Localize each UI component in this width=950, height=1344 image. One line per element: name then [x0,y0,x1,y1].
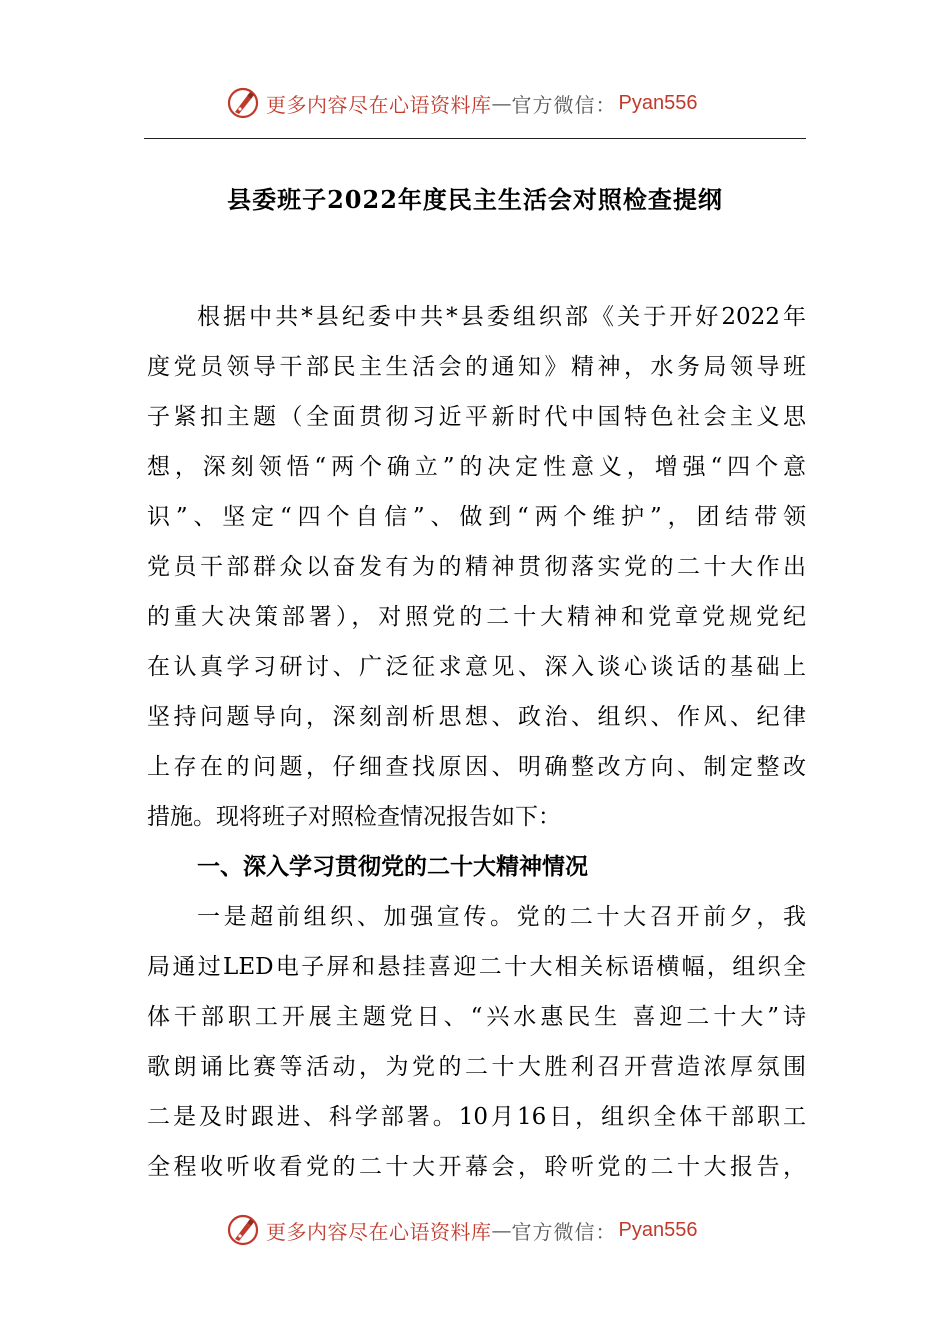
paragraph-line: 上存在的问题，仔细查找原因、明确整改方向、制定整改 [147,754,806,780]
paragraph-line: 的重大决策部署），对照党的二十大精神和党章党规党纪 [147,604,806,630]
paragraph-line: 歌朗诵比赛等活动，为党的二十大胜利召开营造浓厚氛围 [147,1054,806,1080]
watermark-account-id: Pyan556 [618,91,698,114]
watermark-site-text: 更多内容尽在心语资料库 [266,1219,492,1244]
header-divider [144,138,806,139]
document-body [147,292,806,1192]
paragraph-line: 根据中共*县纪委中共*县委组织部《关于开好2022年 [197,304,806,330]
paragraph-line: 局通过LED电子屏和悬挂喜迎二十大相关标语横幅，组织全 [147,954,806,980]
watermark-dash: — [491,91,512,115]
paragraph-line: 措施。现将班子对照检查情况报告如下： [147,804,561,830]
section-heading: 一、深入学习贯彻党的二十大精神情况 [197,853,588,880]
paragraph-line: 二是及时跟进、科学部署。10月16日，组织全体干部职工 [147,1104,806,1130]
footer-watermark [226,1212,697,1248]
watermark-account-id: Pyan556 [618,1218,698,1241]
watermark-account-label: 官方微信： [511,92,617,117]
paragraph-line: 坚持问题导向，深刻剖析思想、政治、组织、作风、纪律 [147,704,806,730]
paragraph-line: 想，深刻领悟“两个确立”的决定性意义，增强“四个意 [147,454,806,480]
header-watermark [226,85,697,121]
watermark-account-label: 官方微信： [511,1219,617,1244]
watermark-dash: — [491,1218,512,1242]
paragraph-line: 度党员领导干部民主生活会的通知》精神，水务局领导班 [147,354,806,380]
pen-nib-logo-icon [226,1213,260,1247]
paragraph-line: 党员干部群众以奋发有为的精神贯彻落实党的二十大作出 [147,554,806,580]
watermark-site-text: 更多内容尽在心语资料库 [266,92,492,117]
paragraph-line: 识”、坚定“四个自信”、做到“两个维护”，团结带领 [147,504,806,530]
paragraph-line: 子紧扣主题（全面贯彻习近平新时代中国特色社会主义思 [147,404,806,430]
paragraph-line: 全程收听收看党的二十大开幕会，聆听党的二十大报告， [147,1154,806,1180]
paragraph-line: 一是超前组织、加强宣传。党的二十大召开前夕，我 [197,904,806,930]
paragraph-line: 在认真学习研讨、广泛征求意见、深入谈心谈话的基础上 [147,654,806,680]
paragraph-line: 体干部职工开展主题党日、“兴水惠民生 喜迎二十大”诗 [147,1004,806,1030]
document-title: 县委班子2022年度民主生活会对照检查提纲 [227,185,723,214]
pen-nib-logo-icon [226,86,260,120]
